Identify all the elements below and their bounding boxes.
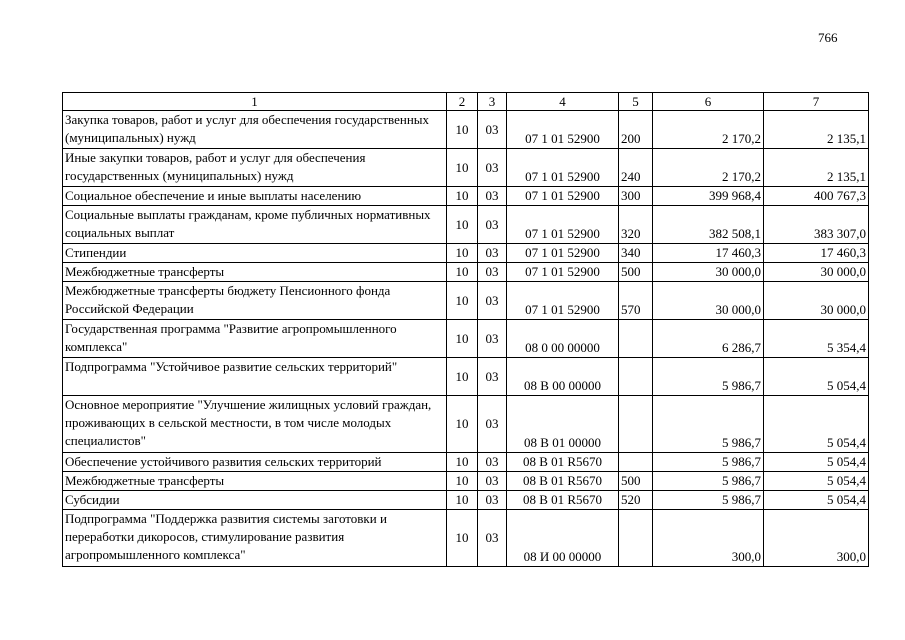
section-code-cell: 10 [447, 187, 478, 206]
budget-table [62, 92, 869, 567]
target-article-cell: 08 В 00 00000 [507, 358, 619, 396]
subsection-code-cell: 03 [478, 396, 507, 453]
subsection-code-cell: 03 [478, 244, 507, 263]
section-code-cell: 10 [447, 396, 478, 453]
amount-cell: 5 054,4 [764, 396, 869, 453]
target-article-cell: 07 1 01 52900 [507, 244, 619, 263]
column-header: 2 [447, 93, 478, 111]
table-row [63, 111, 869, 149]
table-header-row [63, 93, 869, 111]
amount-cell: 300,0 [764, 510, 869, 567]
row-name-cell: Иные закупки товаров, работ и услуг для обеспечения государственных (муниципальных) нужд [63, 149, 447, 187]
section-code-cell: 10 [447, 282, 478, 320]
expense-type-cell: 570 [619, 282, 653, 320]
row-name-cell: Государственная программа "Развитие агропромышленного комплекса" [63, 320, 447, 358]
table-row [63, 263, 869, 282]
target-article-cell: 08 И 00 00000 [507, 510, 619, 567]
table-row [63, 244, 869, 263]
target-article-cell: 07 1 01 52900 [507, 263, 619, 282]
target-article-cell: 07 1 01 52900 [507, 111, 619, 149]
section-code-cell: 10 [447, 510, 478, 567]
subsection-code-cell: 03 [478, 510, 507, 567]
expense-type-cell [619, 396, 653, 453]
row-name-cell: Обеспечение устойчивого развития сельских территорий [63, 453, 447, 472]
table-row [63, 396, 869, 453]
column-header: 3 [478, 93, 507, 111]
target-article-cell: 08 В 01 R5670 [507, 491, 619, 510]
expense-type-cell: 500 [619, 472, 653, 491]
table-row [63, 320, 869, 358]
amount-cell: 5 354,4 [764, 320, 869, 358]
subsection-code-cell: 03 [478, 358, 507, 396]
subsection-code-cell: 03 [478, 282, 507, 320]
amount-cell: 2 170,2 [653, 111, 764, 149]
target-article-cell: 08 В 01 R5670 [507, 472, 619, 491]
amount-cell: 399 968,4 [653, 187, 764, 206]
row-name-cell: Подпрограмма "Устойчивое развитие сельских территорий" [63, 358, 447, 396]
row-name-cell: Межбюджетные трансферты [63, 472, 447, 491]
amount-cell: 5 054,4 [764, 358, 869, 396]
column-header: 6 [653, 93, 764, 111]
subsection-code-cell: 03 [478, 472, 507, 491]
expense-type-cell: 520 [619, 491, 653, 510]
amount-cell: 5 986,7 [653, 453, 764, 472]
row-name-cell: Межбюджетные трансферты [63, 263, 447, 282]
expense-type-cell [619, 453, 653, 472]
row-name-cell: Социальное обеспечение и иные выплаты населению [63, 187, 447, 206]
subsection-code-cell: 03 [478, 320, 507, 358]
subsection-code-cell: 03 [478, 149, 507, 187]
section-code-cell: 10 [447, 491, 478, 510]
table-row [63, 187, 869, 206]
table-row [63, 282, 869, 320]
amount-cell: 6 286,7 [653, 320, 764, 358]
amount-cell: 5 054,4 [764, 491, 869, 510]
expense-type-cell: 320 [619, 206, 653, 244]
page-number: 766 [818, 30, 838, 45]
section-code-cell: 10 [447, 244, 478, 263]
row-name-cell: Стипендии [63, 244, 447, 263]
amount-cell: 30 000,0 [653, 282, 764, 320]
subsection-code-cell: 03 [478, 263, 507, 282]
row-name-cell: Социальные выплаты гражданам, кроме публичных нормативных социальных выплат [63, 206, 447, 244]
expense-type-cell: 240 [619, 149, 653, 187]
column-header: 4 [507, 93, 619, 111]
section-code-cell: 10 [447, 472, 478, 491]
section-code-cell: 10 [447, 320, 478, 358]
subsection-code-cell: 03 [478, 111, 507, 149]
column-header: 7 [764, 93, 869, 111]
table-row [63, 491, 869, 510]
column-header: 5 [619, 93, 653, 111]
amount-cell: 17 460,3 [653, 244, 764, 263]
amount-cell: 2 135,1 [764, 149, 869, 187]
amount-cell: 17 460,3 [764, 244, 869, 263]
amount-cell: 2 170,2 [653, 149, 764, 187]
section-code-cell: 10 [447, 358, 478, 396]
target-article-cell: 08 В 01 R5670 [507, 453, 619, 472]
section-code-cell: 10 [447, 263, 478, 282]
table-row [63, 510, 869, 567]
expense-type-cell [619, 358, 653, 396]
row-name-cell: Закупка товаров, работ и услуг для обеспечения государственных (муниципальных) нужд [63, 111, 447, 149]
amount-cell: 30 000,0 [764, 263, 869, 282]
expense-type-cell: 200 [619, 111, 653, 149]
row-name-cell: Подпрограмма "Поддержка развития системы заготовки и переработки дикоросов, стимулирование развития агропромышленного комплекса" [63, 510, 447, 567]
amount-cell: 5 054,4 [764, 453, 869, 472]
amount-cell: 382 508,1 [653, 206, 764, 244]
subsection-code-cell: 03 [478, 206, 507, 244]
amount-cell: 300,0 [653, 510, 764, 567]
section-code-cell: 10 [447, 149, 478, 187]
row-name-cell: Субсидии [63, 491, 447, 510]
expense-type-cell: 300 [619, 187, 653, 206]
expense-type-cell [619, 320, 653, 358]
target-article-cell: 07 1 01 52900 [507, 206, 619, 244]
table-row [63, 149, 869, 187]
column-header: 1 [63, 93, 447, 111]
amount-cell: 2 135,1 [764, 111, 869, 149]
row-name-cell: Межбюджетные трансферты бюджету Пенсионного фонда Российской Федерации [63, 282, 447, 320]
amount-cell: 5 986,7 [653, 396, 764, 453]
target-article-cell: 08 В 01 00000 [507, 396, 619, 453]
table-body [63, 111, 869, 567]
table-row [63, 472, 869, 491]
section-code-cell: 10 [447, 453, 478, 472]
table-row [63, 358, 869, 396]
expense-type-cell: 500 [619, 263, 653, 282]
section-code-cell: 10 [447, 111, 478, 149]
amount-cell: 5 986,7 [653, 491, 764, 510]
amount-cell: 5 054,4 [764, 472, 869, 491]
target-article-cell: 07 1 01 52900 [507, 149, 619, 187]
expense-type-cell: 340 [619, 244, 653, 263]
amount-cell: 400 767,3 [764, 187, 869, 206]
amount-cell: 30 000,0 [653, 263, 764, 282]
amount-cell: 383 307,0 [764, 206, 869, 244]
subsection-code-cell: 03 [478, 187, 507, 206]
target-article-cell: 07 1 01 52900 [507, 187, 619, 206]
table-row [63, 453, 869, 472]
subsection-code-cell: 03 [478, 453, 507, 472]
amount-cell: 5 986,7 [653, 472, 764, 491]
target-article-cell: 08 0 00 00000 [507, 320, 619, 358]
section-code-cell: 10 [447, 206, 478, 244]
subsection-code-cell: 03 [478, 491, 507, 510]
expense-type-cell [619, 510, 653, 567]
table-row [63, 206, 869, 244]
row-name-cell: Основное мероприятие "Улучшение жилищных условий граждан, проживающих в сельской местности, в том числе молодых специалистов" [63, 396, 447, 453]
amount-cell: 30 000,0 [764, 282, 869, 320]
amount-cell: 5 986,7 [653, 358, 764, 396]
target-article-cell: 07 1 01 52900 [507, 282, 619, 320]
